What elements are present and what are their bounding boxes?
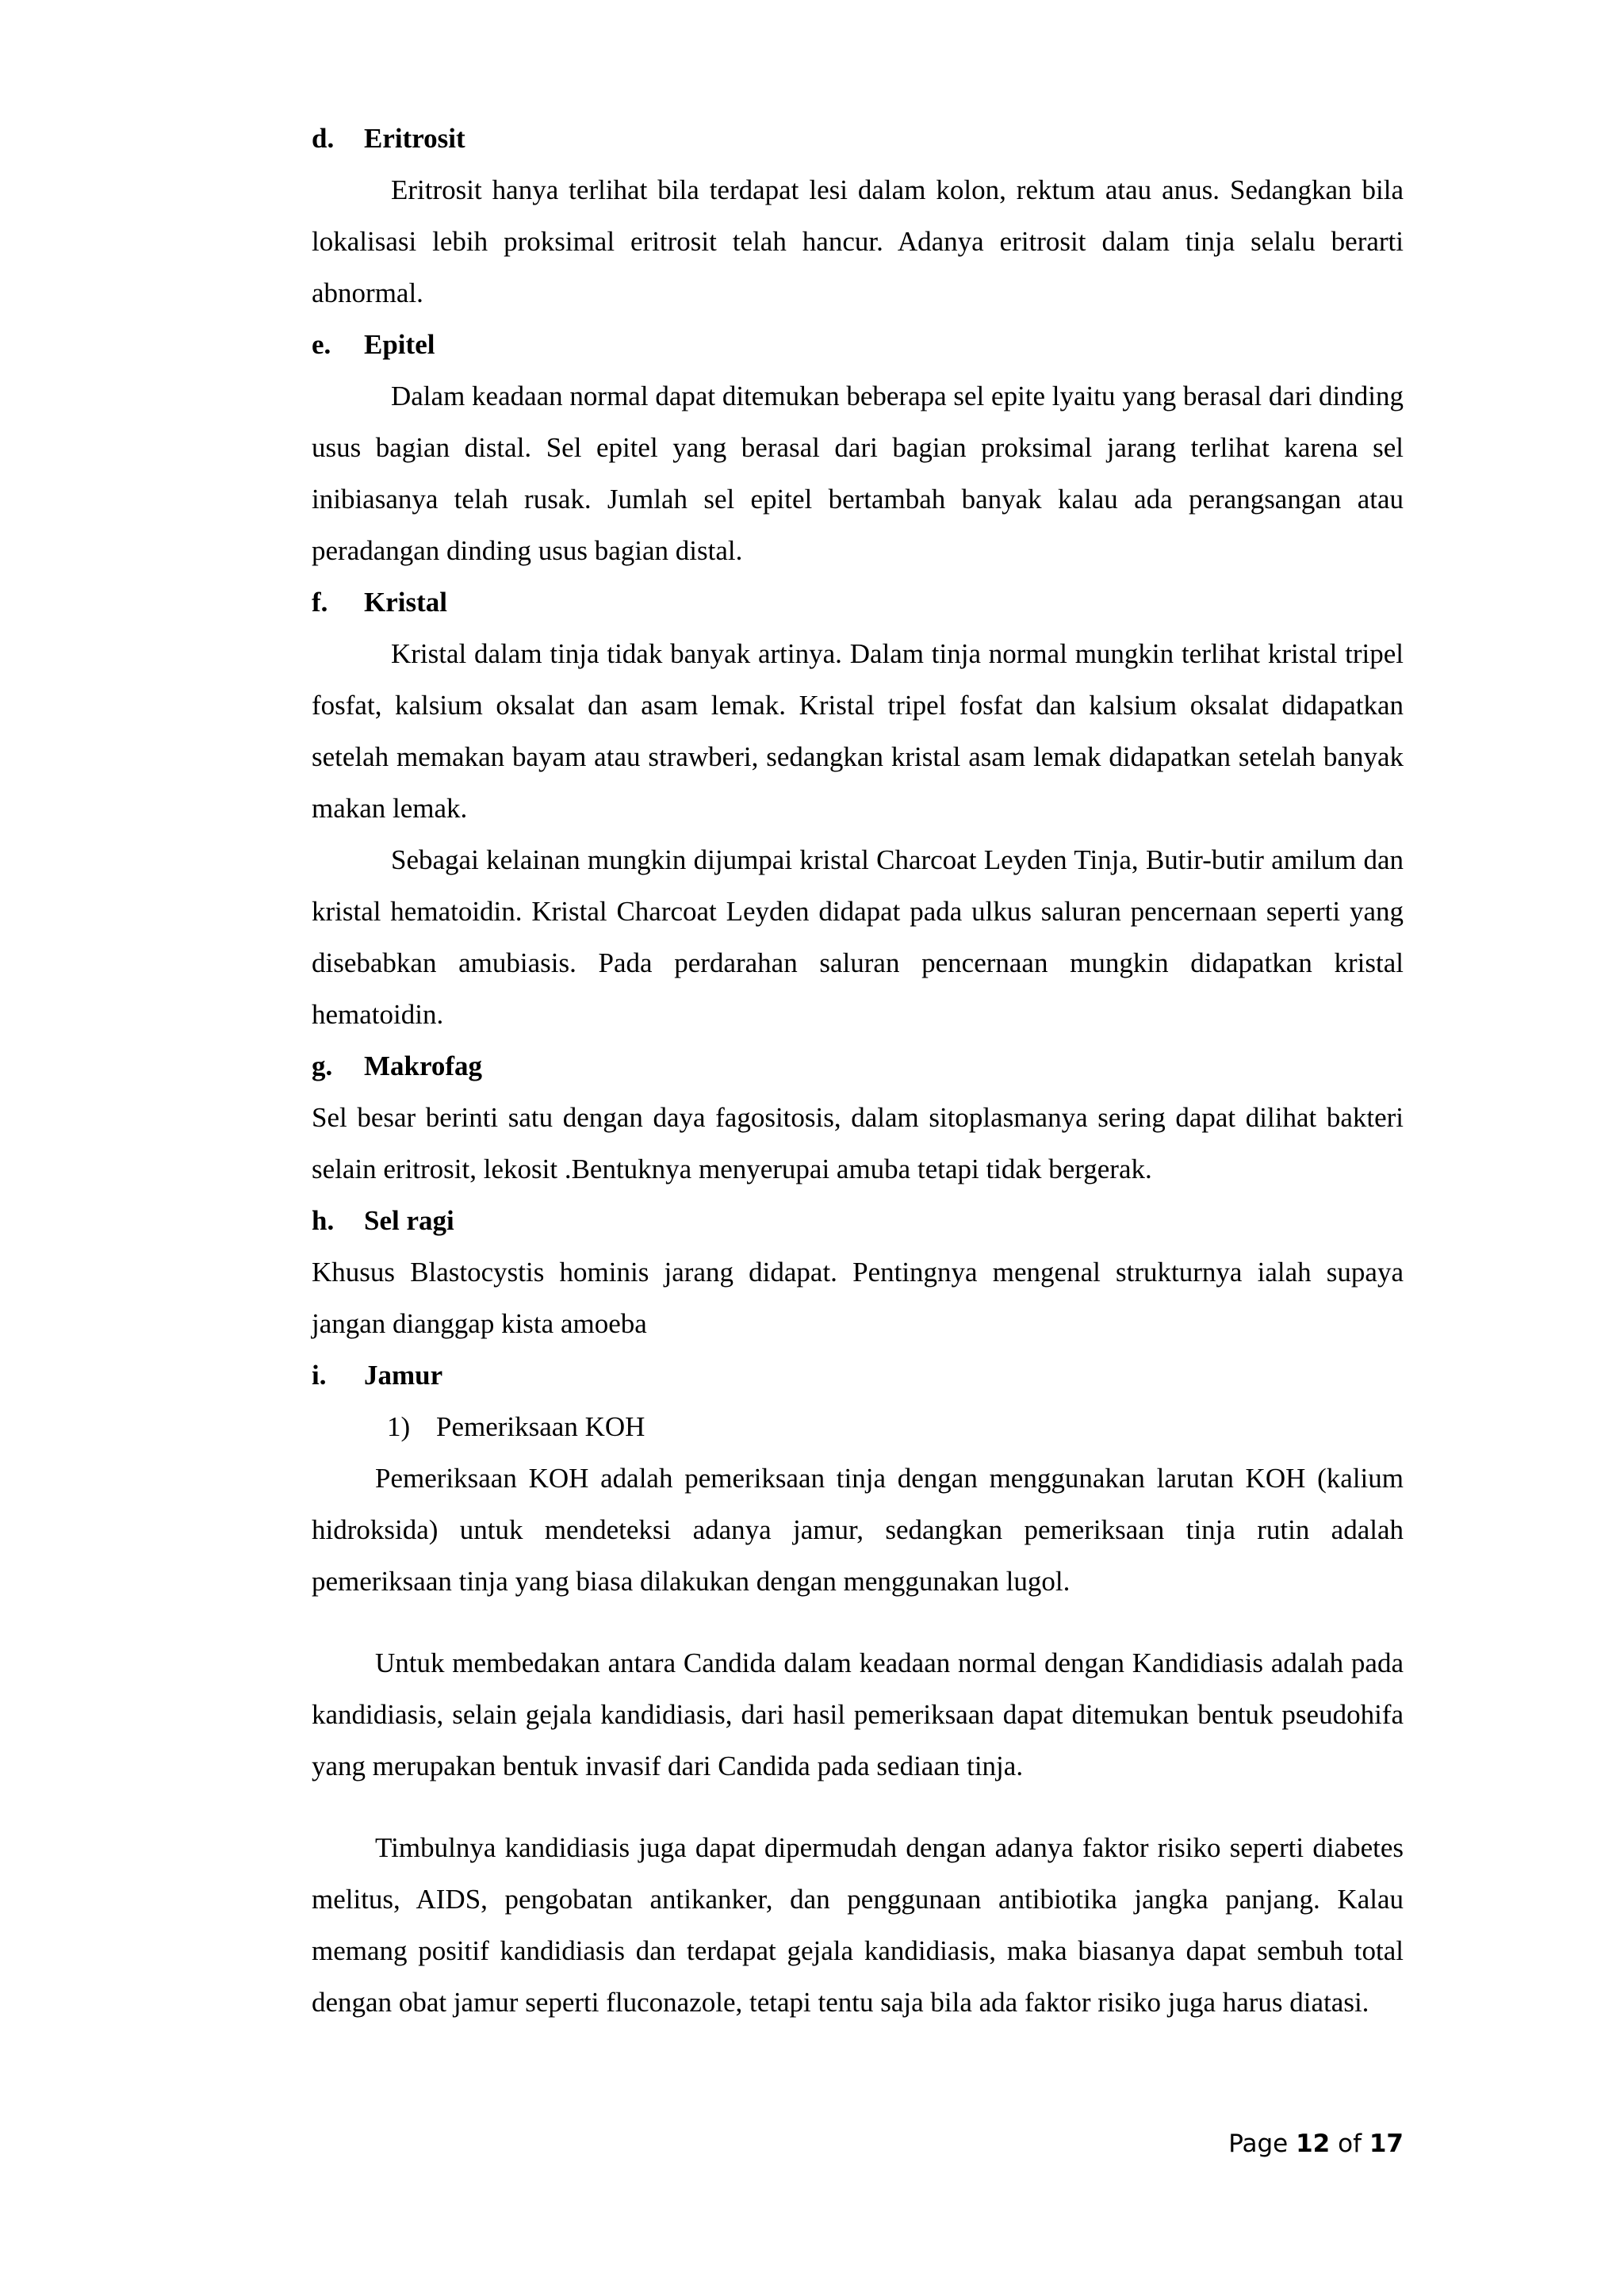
- section-letter: g.: [312, 1050, 333, 1081]
- subsection-title: Pemeriksaan KOH: [436, 1411, 645, 1442]
- section-title: Epitel: [364, 329, 435, 360]
- section-letter: h.: [312, 1205, 335, 1236]
- section-heading-makrofag: [312, 1040, 1404, 1092]
- section-heading-kristal: [312, 576, 1404, 628]
- section-heading-eritrosit: [312, 113, 1404, 164]
- section-letter: e.: [312, 329, 331, 360]
- subsection-number: 1): [387, 1411, 411, 1442]
- section-heading-jamur: [312, 1349, 1404, 1401]
- section-letter: i.: [312, 1360, 327, 1391]
- page-total: 17: [1369, 2130, 1404, 2158]
- paragraph-sel-ragi: Khusus Blastocystis hominis jarang didapat. Pentingnya mengenal strukturnya ialah supaya jangan dianggap kista amoeba: [312, 1257, 1404, 1339]
- section-title: Kristal: [364, 587, 447, 618]
- paragraph-makrofag: Sel besar berinti satu dengan daya fagositosis, dalam sitoplasmanya sering dapat dilihat bakteri selain eritrosit, lekosit .Bentuknya menyerupai amuba tetapi tidak bergerak.: [312, 1102, 1404, 1184]
- paragraph-jamur-1: Pemeriksaan KOH adalah pemeriksaan tinja dengan menggunakan larutan KOH (kalium hidroksida) untuk mendeteksi adanya jamur, sedangkan pemeriksaan tinja rutin adalah pemeriksaan tinja yang biasa dilakukan dengan menggunakan lugol.: [312, 1463, 1404, 1597]
- section-title: Sel ragi: [364, 1205, 454, 1236]
- section-letter: d.: [312, 123, 335, 154]
- paragraph-jamur-2: Untuk membedakan antara Candida dalam keadaan normal dengan Kandidiasis adalah pada kandidiasis, selain gejala kandidiasis, dari hasil pemeriksaan dapat ditemukan bentuk pseudohifa yang merupakan bentuk invasif dari Candida pada sediaan tinja.: [312, 1647, 1404, 1781]
- paragraph-kristal-2: Sebagai kelainan mungkin dijumpai kristal Charcoat Leyden Tinja, Butir-butir amilum dan kristal hematoidin. Kristal Charcoat Leyden didapat pada ulkus saluran pencernaan seperti yang disebabkan amubiasis. Pada perdarahan saluran pencernaan mungkin didapatkan kristal hematoidin.: [312, 844, 1404, 1030]
- paragraph-eritrosit: Eritrosit hanya terlihat bila terdapat lesi dalam kolon, rektum atau anus. Sedangkan bila lokalisasi lebih proksimal eritrosit telah hancur. Adanya eritrosit dalam tinja selalu berarti abnormal.: [312, 174, 1404, 308]
- paragraph-jamur-3: Timbulnya kandidiasis juga dapat dipermudah dengan adanya faktor risiko seperti diabetes melitus, AIDS, pengobatan antikanker, dan penggunaan antibiotika jangka panjang. Kalau memang positif kandidiasis dan terdapat gejala kandidiasis, maka biasanya dapat sembuh total dengan obat jamur seperti fluconazole, tetapi tentu saja bila ada faktor risiko juga harus diatasi.: [312, 1832, 1404, 2018]
- subsection-pemeriksaan-koh: [312, 1401, 1404, 1452]
- section-title: Jamur: [364, 1360, 443, 1391]
- page-content: [312, 113, 1404, 2028]
- page-number: [1189, 2130, 1404, 2158]
- section-letter: f.: [312, 587, 328, 618]
- section-title: Eritrosit: [364, 123, 465, 154]
- page-of: of: [1338, 2130, 1362, 2158]
- paragraph-epitel: Dalam keadaan normal dapat ditemukan beberapa sel epite lyaitu yang berasal dari dinding usus bagian distal. Sel epitel yang berasal dari bagian proksimal jarang terlihat karena sel inibiasanya telah rusak. Jumlah sel epitel bertambah banyak kalau ada perangsangan atau peradangan dinding usus bagian distal.: [312, 381, 1404, 566]
- paragraph-kristal-1: Kristal dalam tinja tidak banyak artinya. Dalam tinja normal mungkin terlihat kristal tripel fosfat, kalsium oksalat dan asam lemak. Kristal tripel fosfat dan kalsium oksalat didapatkan setelah memakan bayam atau strawberi, sedangkan kristal asam lemak didapatkan setelah banyak makan lemak.: [312, 638, 1404, 824]
- section-title: Makrofag: [364, 1050, 483, 1081]
- page-current: 12: [1296, 2130, 1331, 2158]
- section-heading-sel-ragi: [312, 1195, 1404, 1246]
- page-prefix: Page: [1228, 2130, 1289, 2158]
- section-heading-epitel: [312, 319, 1404, 370]
